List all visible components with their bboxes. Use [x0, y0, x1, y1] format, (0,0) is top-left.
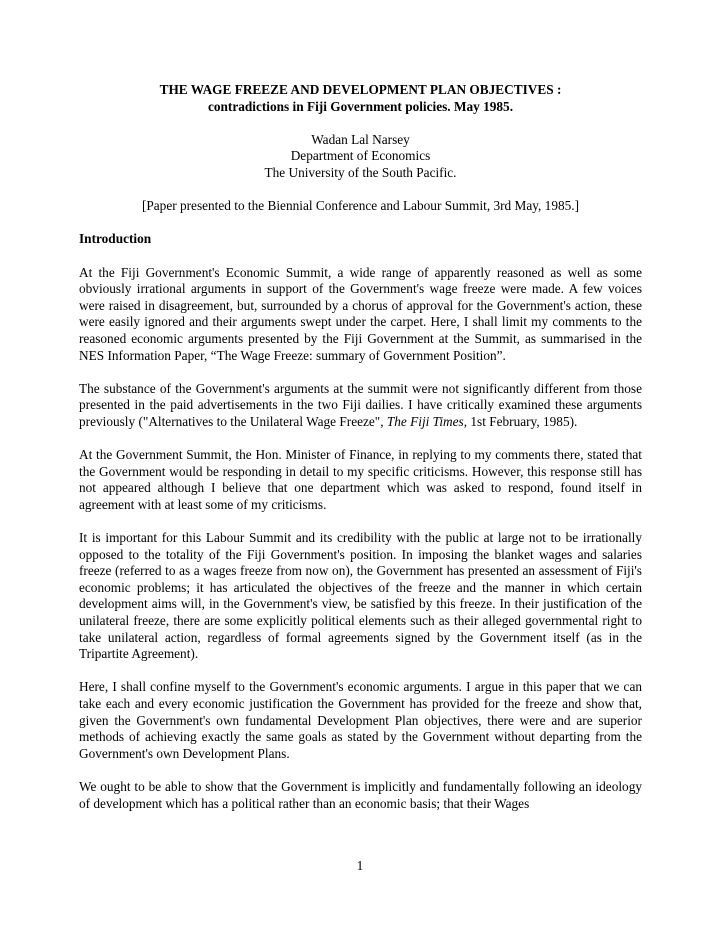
- paragraph-2-text-b: , 1st February, 1985).: [463, 413, 578, 429]
- paragraph-4: It is important for this Labour Summit and its credibility with the public at large not to be irrationally opposed to the totality of the Fiji Government's position. In imposing the blanket wages and salaries freeze (referred to as a wages freeze from now on), the Government has presented an assessment of Fiji's economic problems; it has articulated the objectives of the freeze and the manner in which certain development aims will, in the Government's view, be satisfied by this freeze. In their justification of the unilateral freeze, there are some explicitly political elements such as their alleged governmental right to take unilateral action, regardless of formal agreements signed by the Government itself (as in the Tripartite Agreement).: [79, 530, 642, 662]
- section-heading-introduction: Introduction: [79, 231, 152, 247]
- author-department: Department of Economics: [290, 148, 431, 164]
- paragraph-1: At the Fiji Government's Economic Summit, a wide range of apparently reasoned as well as some obviously irrational arguments in support of the Government's wage freeze were made. A few voices were raised in disagreement, but, surrounded by a chorus of approval for the Government's action, these were easily ignored and their arguments swept under the carpet. Here, I shall limit my comments to the reasoned economic arguments presented by the Fiji Government at the Summit, as summarised in the NES Information Paper, “The Wage Freeze: summary of Government Position”.: [79, 264, 642, 363]
- title-line-1: THE WAGE FREEZE AND DEVELOPMENT PLAN OBJECTIVES :: [159, 82, 562, 97]
- title-line-2: contradictions in Fiji Government policies. May 1985.: [207, 98, 514, 114]
- paragraph-2-text-a: The substance of the Government's arguments at the summit were not significantly different from those presented in the paid advertisements in the two Fiji dailies. I have critically examined these arguments previously ("Alternatives to the Unilateral Wage Freeze",: [79, 380, 642, 429]
- author-university: The University of the South Pacific.: [264, 164, 457, 180]
- paragraph-3: At the Government Summit, the Hon. Minister of Finance, in replying to my comments there, stated that the Government would be responding in detail to my specific criticisms. However, this response still has not appeared although I believe that one department which was asked to respond, found itself in agreement with at least some of my criticisms.: [79, 447, 642, 512]
- paragraph-6: We ought to be able to show that the Government is implicitly and fundamentally following an ideology of development which has a political rather than an economic basis; that their Wages: [79, 778, 642, 811]
- document-body: [79, 82, 642, 829]
- newspaper-title: The Fiji Times: [386, 413, 464, 429]
- author-name: Wadan Lal Narsey: [311, 131, 410, 147]
- presentation-note: [Paper presented to the Biennial Conference and Labour Summit, 3rd May, 1985.]: [141, 198, 580, 214]
- paragraph-2: [79, 381, 642, 431]
- paragraph-5: Here, I shall confine myself to the Government's economic arguments. I argue in this paper that we can take each and every economic justification the Government has provided for the freeze and show that, given the Government's own fundamental Development Plan objectives, there were and are superior methods of achieving exactly the same goals as stated by the Government without departing from the Government's own Development Plans.: [79, 679, 642, 761]
- page-number: 1: [356, 858, 364, 873]
